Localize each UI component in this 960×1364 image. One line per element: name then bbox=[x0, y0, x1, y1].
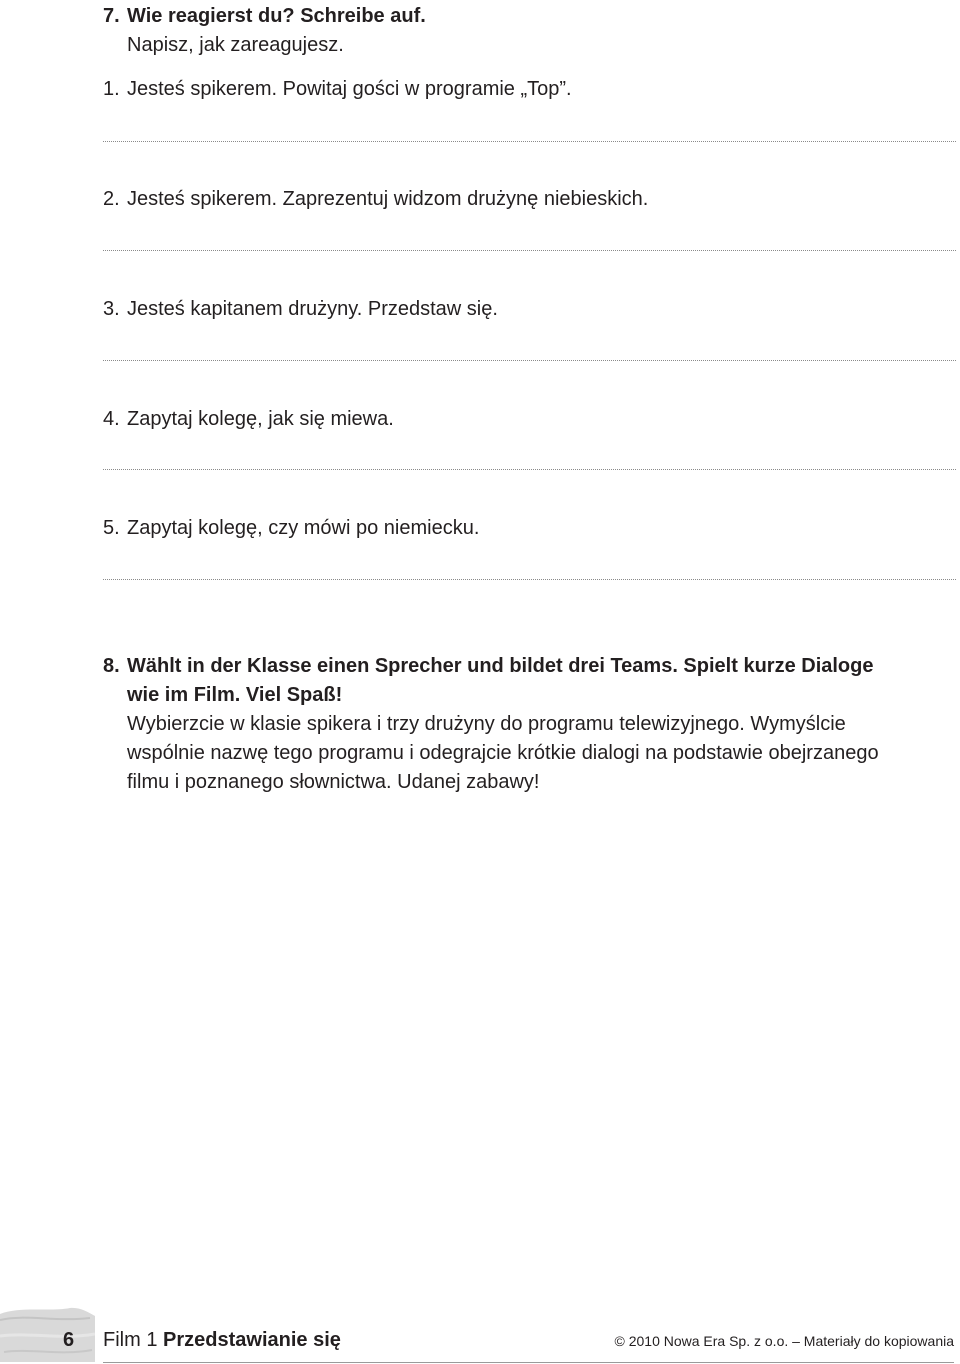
exercise-7-item bbox=[103, 407, 394, 431]
exercise-8-title-line-1: Wählt in der Klasse einen Sprecher und bildet drei Teams. Spielt kurze Dialoge bbox=[127, 655, 874, 677]
answer-line-1[interactable] bbox=[103, 141, 956, 142]
exercise-7-subtitle: Napisz, jak zareagujesz. bbox=[127, 34, 344, 56]
film-label: Film 1 bbox=[103, 1329, 158, 1351]
item-text: Zapytaj kolegę, czy mówi po niemiecku. bbox=[127, 517, 480, 539]
exercise-8-body-line-1: Wybierzcie w klasie spikera i trzy drużyny do programu telewizyjnego. Wymyślcie bbox=[127, 713, 846, 735]
copyright-notice: © 2010 Nowa Era Sp. z o.o. – Materiały do kopiowania bbox=[614, 1333, 954, 1349]
exercise-7-item bbox=[103, 77, 572, 101]
exercise-8-body-line-2: wspólnie nazwę tego programu i odegrajcie krótkie dialogi na podstawie obejrzanego bbox=[127, 742, 879, 764]
exercise-8-instructions bbox=[127, 710, 958, 797]
item-number: 2. bbox=[103, 188, 120, 210]
answer-line-2[interactable] bbox=[103, 250, 956, 251]
item-text: Jesteś spikerem. Powitaj gości w programie „Top”. bbox=[127, 78, 572, 100]
item-text: Zapytaj kolegę, jak się miewa. bbox=[127, 408, 394, 430]
exercise-7-item bbox=[103, 187, 648, 211]
answer-line-5[interactable] bbox=[103, 579, 956, 580]
item-number: 5. bbox=[103, 517, 120, 539]
chapter-label bbox=[103, 1328, 341, 1352]
exercise-7-item bbox=[103, 516, 479, 540]
exercise-7-title: Wie reagierst du? Schreibe auf. bbox=[127, 5, 426, 27]
brush-stroke-decoration bbox=[0, 1306, 95, 1362]
exercise-8-body-line-3: filmu i poznanego słownictwa. Udanej zabawy! bbox=[127, 771, 540, 793]
item-text: Jesteś spikerem. Zaprezentuj widzom drużynę niebieskich. bbox=[127, 188, 649, 210]
exercise-8-title-line-2: wie im Film. Viel Spaß! bbox=[127, 684, 343, 706]
exercise-8-heading bbox=[103, 652, 958, 710]
chapter-title: Przedstawianie się bbox=[163, 1329, 341, 1351]
item-number: 1. bbox=[103, 78, 120, 100]
item-number: 4. bbox=[103, 408, 120, 430]
item-number: 3. bbox=[103, 298, 120, 320]
answer-line-4[interactable] bbox=[103, 469, 956, 470]
exercise-7-number: 7. bbox=[103, 5, 120, 27]
exercise-7-heading bbox=[103, 4, 426, 28]
footer-divider bbox=[103, 1362, 954, 1363]
exercise-8-number: 8. bbox=[103, 655, 120, 677]
item-text: Jesteś kapitanem drużyny. Przedstaw się. bbox=[127, 298, 498, 320]
page-number: 6 bbox=[63, 1329, 75, 1351]
answer-line-3[interactable] bbox=[103, 360, 956, 361]
exercise-7-item bbox=[103, 297, 498, 321]
